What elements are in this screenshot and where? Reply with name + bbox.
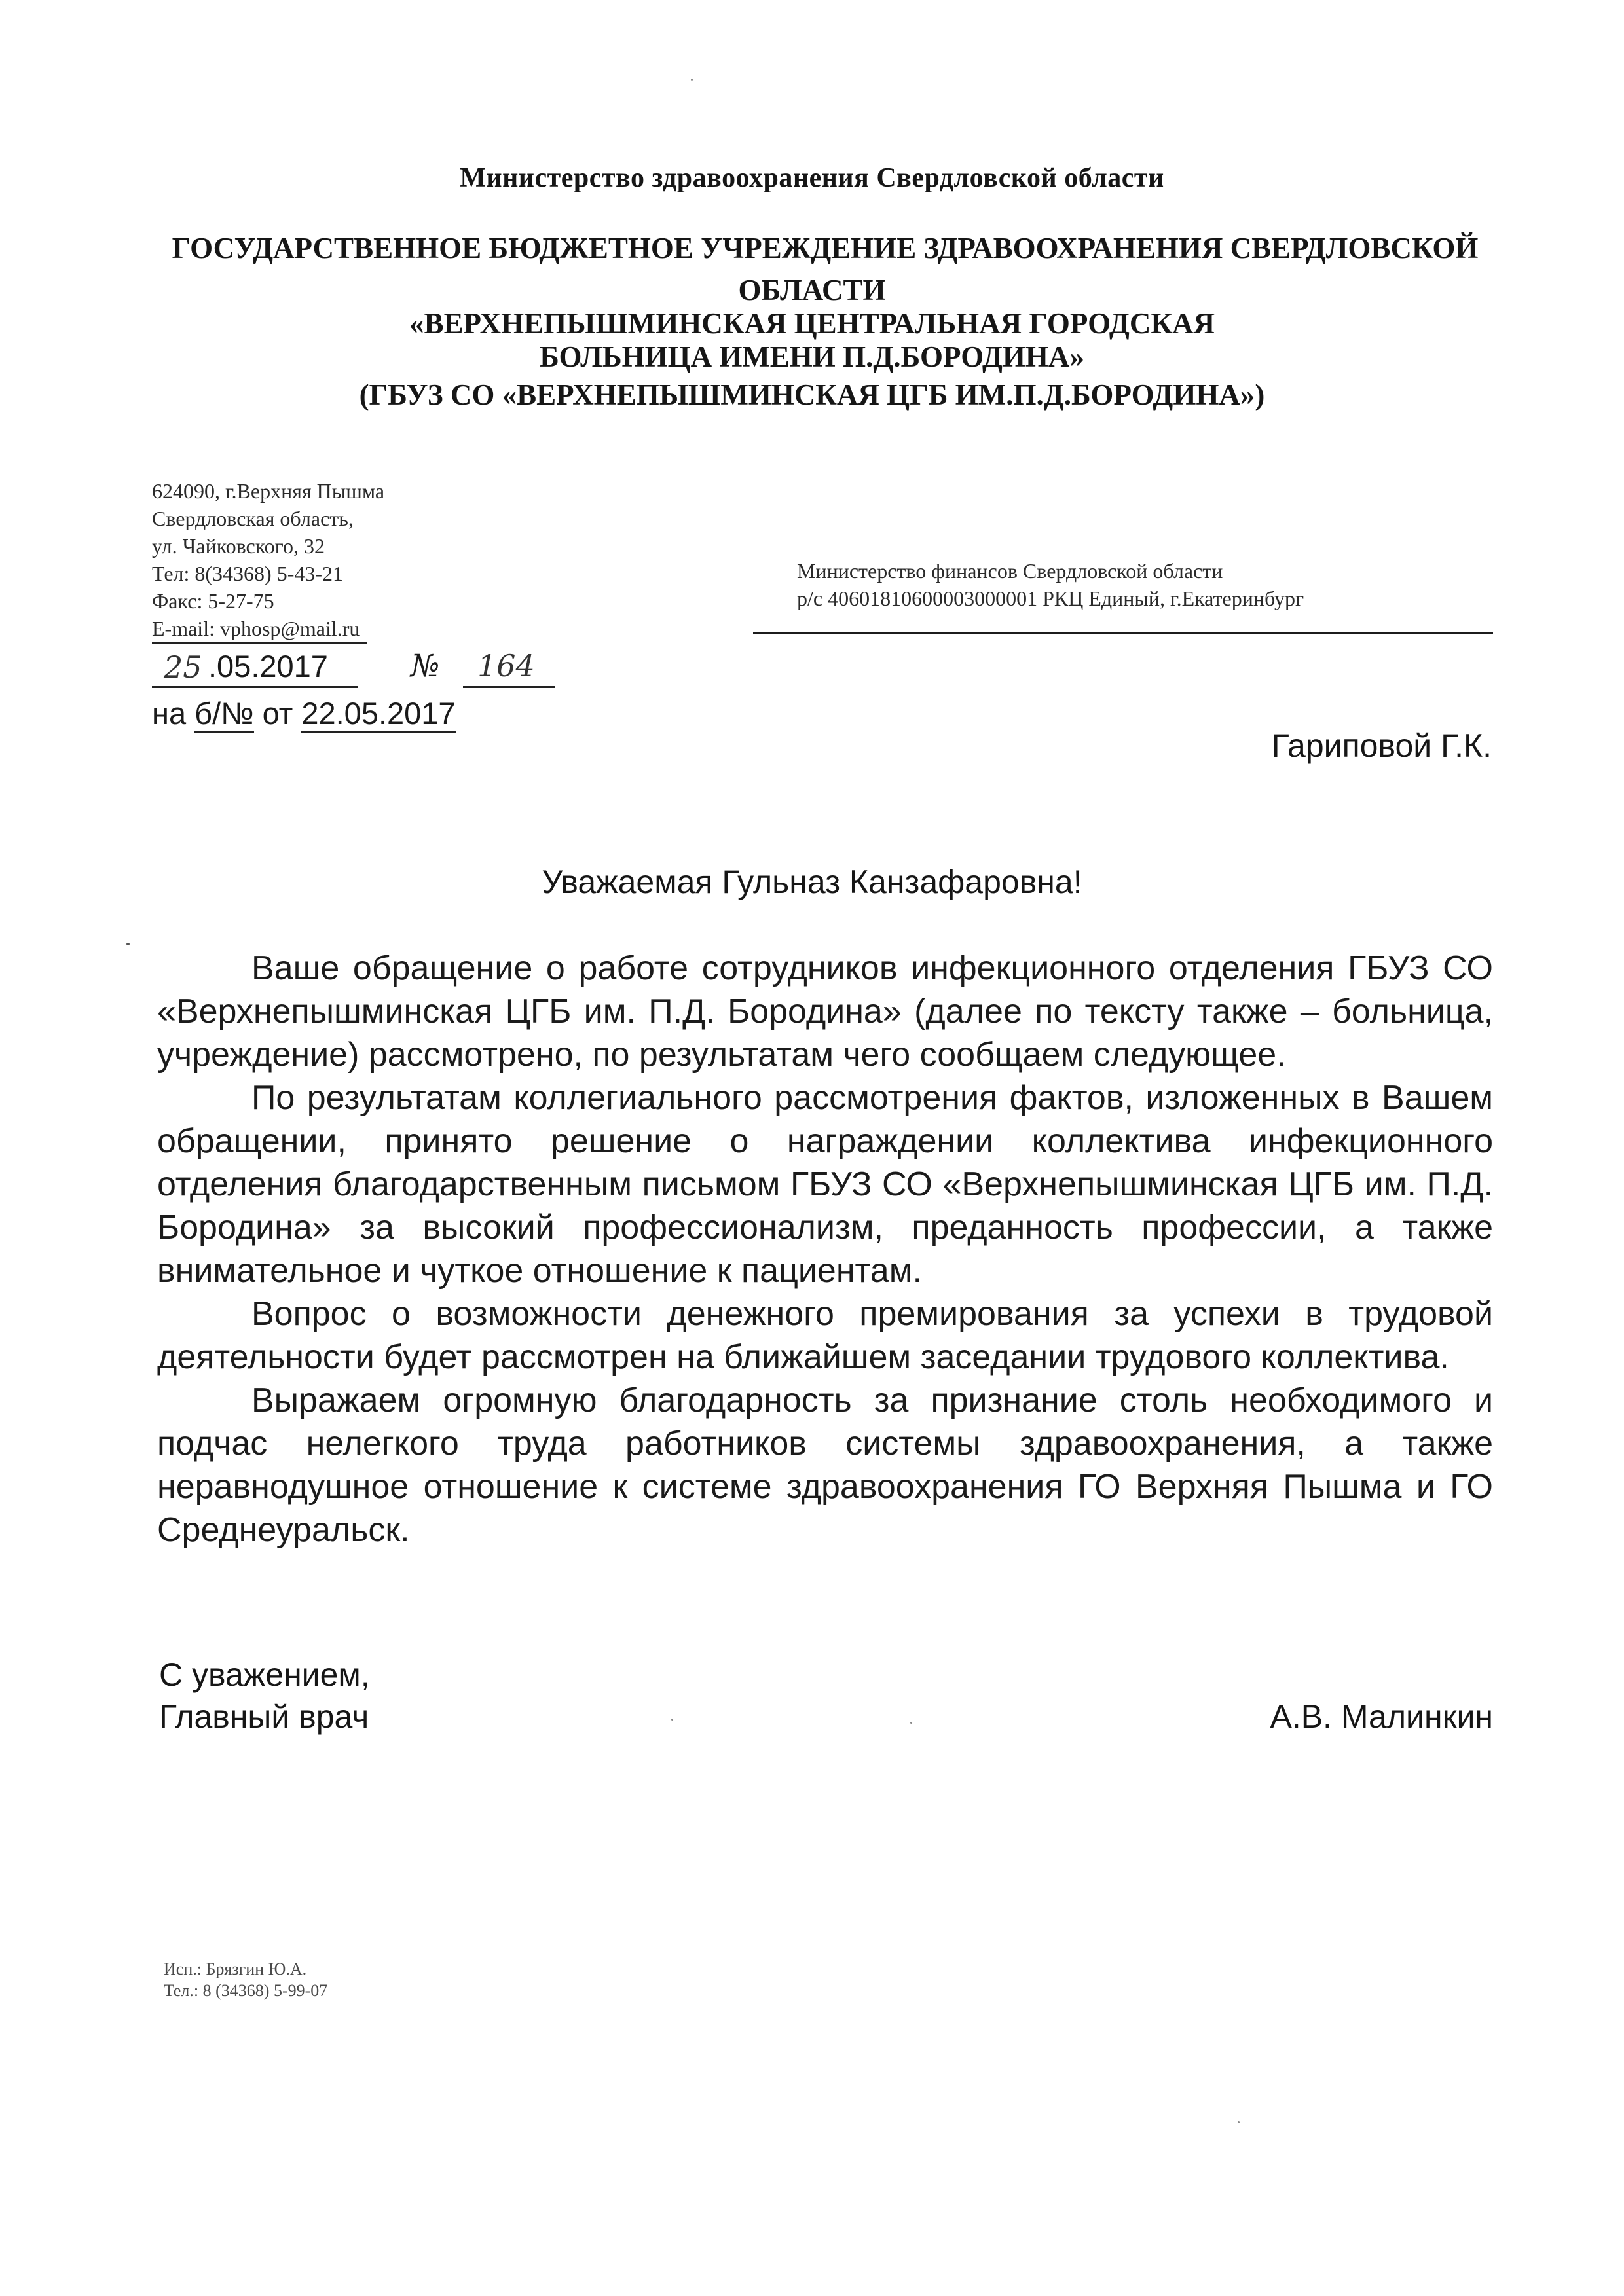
org-name-line-2: ОБЛАСТИ: [738, 274, 886, 306]
reply-reference: [152, 695, 456, 731]
signatory-position: Главный врач: [159, 1698, 369, 1735]
date-month-year: .05.2017: [208, 649, 328, 683]
address-block: [152, 477, 519, 644]
bank-line: Министерство финансов Свердловской области: [797, 559, 1223, 583]
scan-speck: [691, 79, 693, 81]
signatory-name: А.В. Малинкин: [1270, 1698, 1493, 1735]
address-line: ул. Чайковского, 32: [152, 534, 325, 558]
handwritten-day: 25: [164, 649, 202, 685]
executor-name: Исп.: Брязгин Ю.А.: [164, 1959, 307, 1978]
reply-from: от: [262, 696, 293, 731]
outgoing-reference: [152, 648, 558, 686]
signature-block: [159, 1654, 370, 1738]
ministry-name: Министерство здравоохранения Свердловской области: [460, 163, 1164, 193]
org-name-line-1: ГОСУДАРСТВЕННОЕ БЮДЖЕТНОЕ УЧРЕЖДЕНИЕ ЗДРАВООХРАНЕНИЯ СВЕРДЛОВСКОЙ: [172, 232, 1479, 264]
address-line: Свердловская область,: [152, 507, 354, 530]
addressee: Гариповой Г.К.: [1271, 727, 1492, 764]
reply-number: б/№: [194, 696, 253, 733]
handwritten-number: 164: [477, 648, 535, 683]
header-divider: [753, 632, 1493, 634]
scan-speck: [910, 1722, 912, 1724]
body-paragraph: Выражаем огромную благодарность за признание столь необходимого и подчас нелегкого труда работников системы здравоохранения, а также неравнодушное отношение к системе здравоохранения ГО Верхняя Пышма и ГО Среднеуральск.: [157, 1381, 1493, 1549]
bank-line: р/с 40601810600003000001 РКЦ Единый, г.Екатеринбург: [797, 587, 1304, 610]
number-field: [463, 648, 555, 688]
address-line: 624090, г.Верхняя Пышма: [152, 479, 385, 503]
scan-speck: [126, 943, 130, 945]
body-paragraph: По результатам коллегиального рассмотрения фактов, изложенных в Вашем обращении, принято решение о награждении коллектива инфекционного отделения благодарственным письмом ГБУЗ СО «Верхнепышминская ЦГБ им. П.Д. Бородина» за высокий профессионализм, преданность профессии, а также внимательное и чуткое отношение к пациентам.: [157, 1079, 1493, 1290]
executor-phone: Тел.: 8 (34368) 5-99-07: [164, 1981, 328, 2000]
number-sign: №: [411, 648, 440, 684]
body-paragraph: Ваше обращение о работе сотрудников инфекционного отделения ГБУЗ СО «Верхнепышминская ЦГБ им. П.Д. Бородина» (далее по тексту также – больница, учреждение) рассмотрено, по результатам чего сообщаем следующее.: [157, 949, 1493, 1074]
fax-line: Факс: 5-27-75: [152, 589, 274, 613]
org-name-line-3: «ВЕРХНЕПЫШМИНСКАЯ ЦЕНТРАЛЬНАЯ ГОРОДСКАЯ: [409, 307, 1215, 340]
org-short-name: (ГБУЗ СО «ВЕРХНЕПЫШМИНСКАЯ ЦГБ ИМ.П.Д.БОРОДИНА»): [359, 378, 1265, 411]
body-paragraph: Вопрос о возможности денежного премирования за успехи в трудовой деятельности будет рассмотрен на ближайшем заседании трудового коллектива.: [157, 1295, 1493, 1376]
scan-speck: [1238, 2121, 1240, 2123]
org-name-line-4: БОЛЬНИЦА ИМЕНИ П.Д.БОРОДИНА»: [540, 340, 1084, 373]
email-line: E-mail: vphosp@mail.ru: [152, 615, 367, 644]
scan-speck: [671, 1719, 673, 1721]
reply-prefix: на: [152, 696, 187, 731]
reply-date: 22.05.2017: [301, 696, 455, 733]
bank-details: [797, 557, 1517, 612]
date-field: [152, 648, 358, 688]
closing: С уважением,: [159, 1656, 370, 1693]
greeting: Уважаемая Гульназ Канзафаровна!: [542, 864, 1082, 900]
phone-line: Тел: 8(34368) 5-43-21: [152, 562, 344, 585]
